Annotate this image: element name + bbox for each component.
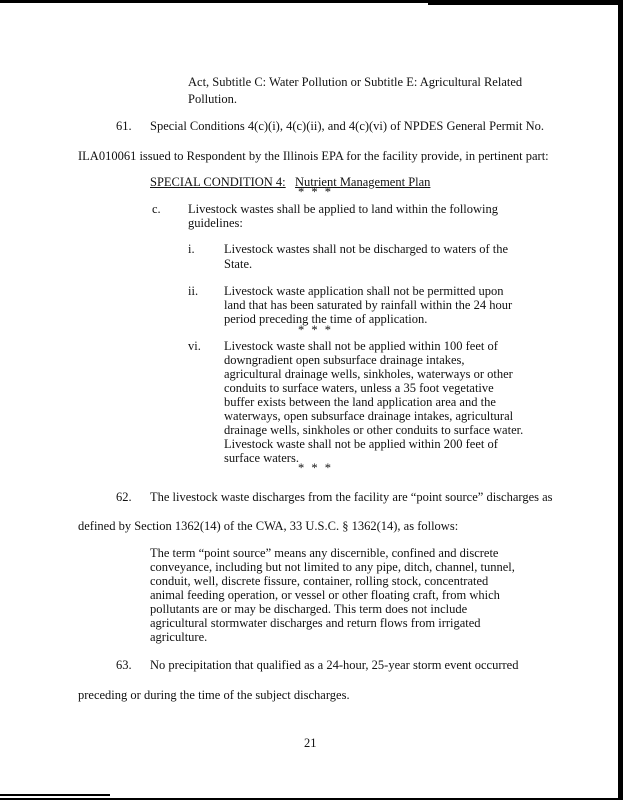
item-i-line-2: State.: [224, 257, 253, 271]
item-vi-line: agricultural drainage wells, sinkholes, waterways or other: [224, 367, 513, 381]
item-ii-line-2: land that has been saturated by rainfall within the 24 hour: [224, 298, 513, 312]
item-ii-label: ii.: [188, 284, 199, 298]
heading-spacer: [289, 175, 292, 189]
item-ii-line-1: Livestock waste application shall not be permitted upon: [224, 284, 504, 298]
para-62-number: 62.: [116, 490, 132, 504]
special-condition-prefix: SPECIAL CONDITION 4:: [150, 175, 286, 189]
item-vi-line: Livestock waste shall not be applied within 200 feet of: [224, 437, 498, 451]
page-number: 21: [304, 736, 317, 750]
ellipsis-stars-1: * * *: [298, 185, 333, 199]
scan-edge-top-right: [428, 3, 623, 5]
item-vi-label: vi.: [188, 339, 201, 353]
item-c-line-2: guidelines:: [188, 216, 243, 230]
item-vi-line: waterways, open subsurface drainage intakes, agricultural: [224, 409, 514, 423]
para-63-line-1: No precipitation that qualified as a 24-hour, 25-year storm event occurred: [150, 658, 519, 672]
item-vi-line: Livestock waste shall not be applied within 100 feet of: [224, 339, 498, 353]
quote-line: The term “point source” means any discernible, confined and discrete: [150, 546, 499, 560]
item-vi-line: drainage wells, sinkholes or other conduits to surface water.: [224, 423, 524, 437]
para-62-line-2: defined by Section 1362(14) of the CWA, 33 U.S.C. § 1362(14), as follows:: [78, 519, 459, 533]
item-ii-line-3: period preceding the time of application.: [224, 312, 428, 326]
scan-edge-bottom-left: [0, 794, 110, 796]
special-condition-title: Nutrient Management Plan: [295, 175, 431, 189]
para-63-number: 63.: [116, 658, 132, 672]
para-61-line-1: Special Conditions 4(c)(i), 4(c)(ii), and 4(c)(vi) of NPDES General Permit No.: [150, 119, 544, 133]
item-vi-line: buffer exists between the land application area and the: [224, 395, 496, 409]
quote-line: pollutants are or may be discharged. This term does not include: [150, 602, 468, 616]
quote-line: animal feeding operation, or vessel or other floating craft, from which: [150, 588, 500, 602]
special-condition-heading: [150, 174, 430, 190]
item-c-label: c.: [152, 202, 161, 216]
item-vi-line: downgradient open subsurface drainage intakes,: [224, 353, 465, 367]
item-vi-line: conduits to surface waters, unless a 35 foot vegetative: [224, 381, 494, 395]
quote-line: agriculture.: [150, 630, 208, 644]
item-i-line-1: Livestock wastes shall not be discharged to waters of the: [224, 242, 509, 256]
ellipsis-stars-2: * * *: [298, 323, 333, 337]
item-i-label: i.: [188, 242, 195, 256]
continuation-line-2: Pollution.: [188, 92, 237, 106]
item-c-line-1: Livestock wastes shall be applied to land within the following: [188, 202, 499, 216]
para-62-line-1: The livestock waste discharges from the facility are “point source” discharges as: [150, 490, 553, 504]
ellipsis-stars-3: * * *: [298, 461, 333, 475]
item-vi-line: surface waters.: [224, 451, 299, 465]
quote-line: conveyance, including but not limited to any pipe, ditch, channel, tunnel,: [150, 560, 515, 574]
para-61-number: 61.: [116, 119, 132, 133]
quote-line: agricultural stormwater discharges and return flows from irrigated: [150, 616, 481, 630]
quote-line: conduit, well, discrete fissure, container, rolling stock, concentrated: [150, 574, 489, 588]
continuation-line-1: Act, Subtitle C: Water Pollution or Subtitle E: Agricultural Related: [188, 75, 523, 89]
para-63-line-2: preceding or during the time of the subject discharges.: [78, 688, 350, 702]
scan-edge-right: [618, 0, 623, 800]
para-61-line-2: ILA010061 issued to Respondent by the Illinois EPA for the facility provide, in pertinent part:: [78, 149, 549, 163]
